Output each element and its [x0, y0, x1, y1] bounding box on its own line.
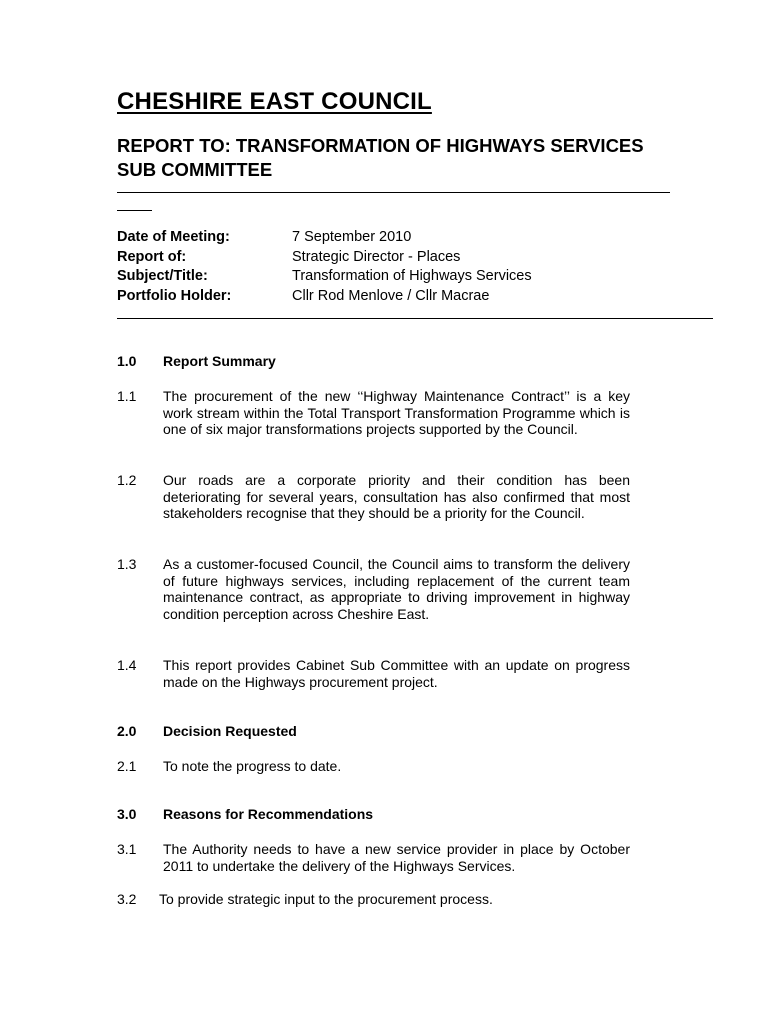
paragraph-text: To note the progress to date. — [163, 758, 342, 774]
meta-row-subject — [117, 267, 532, 287]
paragraph-number: 1.1 — [117, 388, 137, 404]
paragraph-number: 3.2 — [117, 891, 137, 907]
meta-value: Strategic Director - Places — [292, 248, 461, 265]
report-heading: REPORT TO: TRANSFORMATION OF HIGHWAYS SERVICES SUB COMMITTEE — [117, 135, 644, 180]
divider-line-continuation — [117, 210, 152, 211]
meta-row-report-of — [117, 248, 532, 268]
meta-row-portfolio-holder — [117, 287, 532, 307]
paragraph-number: 3.1 — [117, 841, 137, 857]
meeting-details — [117, 228, 532, 306]
section-number: 3.0 — [117, 806, 137, 822]
meta-label: Report of: — [117, 248, 187, 265]
meta-label: Portfolio Holder: — [117, 287, 232, 304]
meta-label: Subject/Title: — [117, 268, 208, 284]
meta-label: Date of Meeting: — [117, 229, 230, 245]
meta-value: Cllr Rod Menlove / Cllr Macrae — [292, 287, 490, 304]
section-title: Decision Requested — [163, 723, 297, 739]
divider-line — [117, 192, 670, 193]
divider-line — [117, 318, 713, 319]
section-title: Report Summary — [163, 353, 276, 369]
paragraph-text: To provide strategic input to the procurement process. — [159, 891, 493, 907]
paragraph-text: The procurement of the new ‘‘Highway Maintenance Contract’’ is a key work stream within the Total Transport Transformation Programme which is one of six major transformations projects supported by the Council. — [163, 388, 630, 437]
paragraph-number: 2.1 — [117, 758, 137, 774]
meta-value: Transformation of Highways Services — [292, 268, 532, 284]
paragraph-number: 1.2 — [117, 472, 137, 488]
council-title: CHESHIRE EAST COUNCIL — [117, 88, 432, 115]
section-number: 1.0 — [117, 353, 137, 369]
paragraph-number: 1.3 — [117, 556, 137, 572]
paragraph-text: The Authority needs to have a new service provider in place by October 2011 to undertake the delivery of the Highways Services. — [163, 841, 630, 874]
paragraph-text: This report provides Cabinet Sub Committee with an update on progress made on the Highways procurement project. — [163, 657, 630, 690]
meta-value: 7 September 2010 — [292, 229, 412, 245]
paragraph-number: 1.4 — [117, 657, 137, 673]
paragraph-text: As a customer-focused Council, the Council aims to transform the delivery of future highways services, including replacement of the current team maintenance contract, as appropriate to driving improvement in highway condition perception across Cheshire East. — [163, 556, 630, 622]
paragraph-text: Our roads are a corporate priority and their condition has been deteriorating for several years, consultation has also confirmed that most stakeholders recognise that they should be a priority for the Council. — [163, 472, 630, 521]
section-title: Reasons for Recommendations — [163, 806, 374, 822]
meta-row-date — [117, 228, 532, 248]
section-number: 2.0 — [117, 723, 137, 739]
